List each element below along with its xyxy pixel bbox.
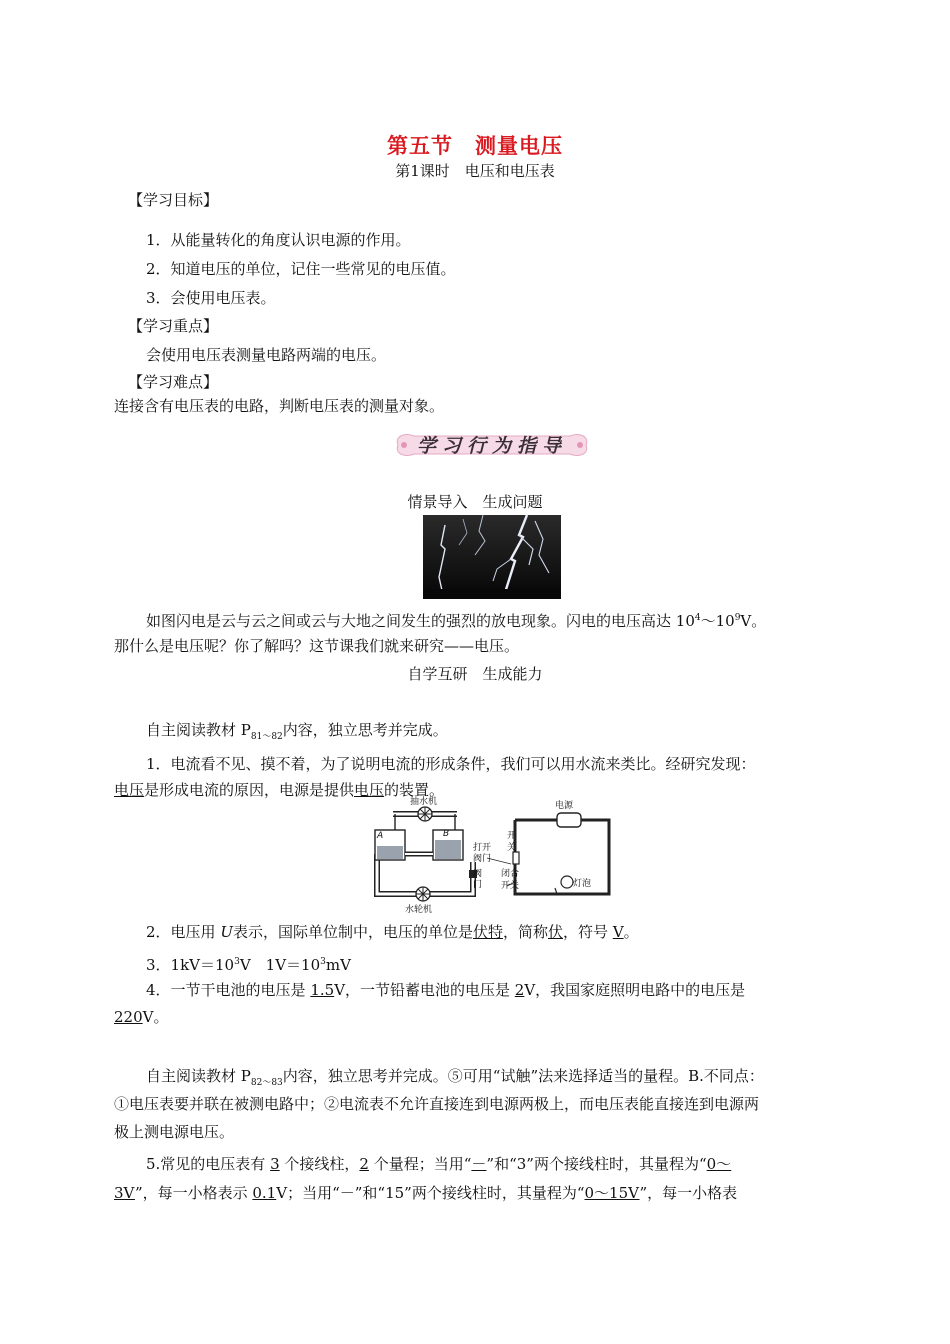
label-B: B (443, 829, 450, 839)
answer: 电压 (354, 781, 385, 799)
label-turbine: 水轮机 (405, 905, 433, 914)
water-circuit-analogy-diagram (365, 796, 617, 914)
question-1: 1．电流看不见、摸不着，为了说明电流的形成条件，我们可以用水流来类比。经研究发现： (146, 755, 756, 773)
label-switch: 关 (507, 843, 517, 853)
question-1-cont: 电压是形成电流的原因，电源是提供电压的装置。 (114, 781, 445, 799)
key-point-heading: 【学习重点】 (128, 317, 219, 335)
label-A: A (377, 831, 384, 841)
label-switch: 开 (507, 831, 517, 841)
answer: 电压 (114, 781, 145, 799)
question-3: 3．$1kV=10^3V$ $1V=10^3mV$ (146, 956, 351, 974)
reading-instruction-2-line2: ①电压表要并联在被测电路中；②电流表不允许直接连到电源两极上，而电压表能直接连到电源两 (114, 1095, 760, 1113)
answer: 0～15V (584, 1184, 640, 1202)
answer: 伏 (548, 923, 564, 941)
reading-instruction-2: 自主阅读教材 $P_{82\sim 83}$内容，独立思考并完成。⑤可用“试触”法来选择适当的量程。B.不同点： (146, 1067, 764, 1088)
answer: 3 (270, 1155, 280, 1173)
objectives-heading: 【学习目标】 (128, 191, 219, 209)
label-close-switch: 闭合 (501, 869, 520, 879)
question-5-cont: 3V”，每一小格表示 0.1V；当用“－”和“15”两个接线柱时，其量程为“0～15V”，每一小格表 (114, 1184, 738, 1202)
question-2: 2．电压用 U表示，国际单位制中，电压的单位是伏特，简称伏，符号 V。 (146, 923, 639, 941)
difficulty-heading: 【学习难点】 (128, 373, 219, 391)
label-source: 电源 (555, 801, 574, 811)
objective-item: 2．知道电压的单位，记住一些常见的电压值。 (146, 260, 456, 278)
page-subtitle: 第1课时 电压和电压表 (395, 162, 555, 180)
answer: 1.5 (310, 981, 335, 999)
label-open-valve: 打开 (473, 843, 492, 853)
intro-paragraph: 如图闪电是云与云之间或云与大地之间发生的强烈的放电现象。闪电的电压高达 $10^4\sim 10^9V$。 (146, 612, 767, 630)
page-title: 第五节 测量电压 (387, 134, 563, 158)
answer: 220 (114, 1008, 143, 1026)
answer: V (612, 923, 624, 941)
answer: 2 (514, 981, 525, 999)
reading-instruction-1: 自主阅读教材 $P_{81\sim 82}$内容，独立思考并完成。 (146, 721, 448, 742)
answer: － (471, 1155, 487, 1173)
question-4-cont: 220V。 (114, 1008, 169, 1026)
answer: 0～ (706, 1155, 732, 1173)
label-open-valve: 阀门 (473, 854, 492, 864)
question-4: 4．一节干电池的电压是 1.5V，一节铅蓄电池的电压是 2V，我国家庭照明电路中的电压是 (146, 981, 746, 999)
key-point-text: 会使用电压表测量电路两端的电压。 (146, 346, 387, 364)
label-bulb: 灯泡 (573, 879, 592, 889)
section-banner (392, 428, 592, 462)
section2-heading: 自学互研 生成能力 (407, 665, 543, 683)
objective-item: 3．会使用电压表。 (146, 289, 276, 307)
label-pump: 抽水机 (410, 797, 438, 807)
answer: 0.1 (252, 1184, 277, 1202)
answer: 伏特 (472, 923, 503, 941)
difficulty-text: 连接含有电压表的电路，判断电压表的测量对象。 (114, 397, 445, 415)
intro-paragraph-2: 那什么是电压呢？你了解吗？这节课我们就来研究——电压。 (114, 637, 520, 655)
question-5: 5.常见的电压表有 3 个接线柱，2 个量程；当用“－”和“3”两个接线柱时，其量程为“0～ (146, 1155, 732, 1173)
section1-heading: 情景导入 生成问题 (407, 493, 543, 511)
banner-text: 学习行为指导 (416, 435, 568, 457)
answer: 2 (359, 1155, 369, 1173)
label-valve: 阀 (473, 869, 483, 879)
objective-item: 1．从能量转化的角度认识电源的作用。 (146, 231, 411, 249)
lightning-photo (423, 515, 561, 599)
reading-instruction-2-line3: 极上测电源电压。 (114, 1123, 235, 1141)
label-valve: 门 (473, 880, 483, 890)
label-close-switch: 开关 (501, 881, 520, 891)
answer: 3V (114, 1184, 135, 1202)
